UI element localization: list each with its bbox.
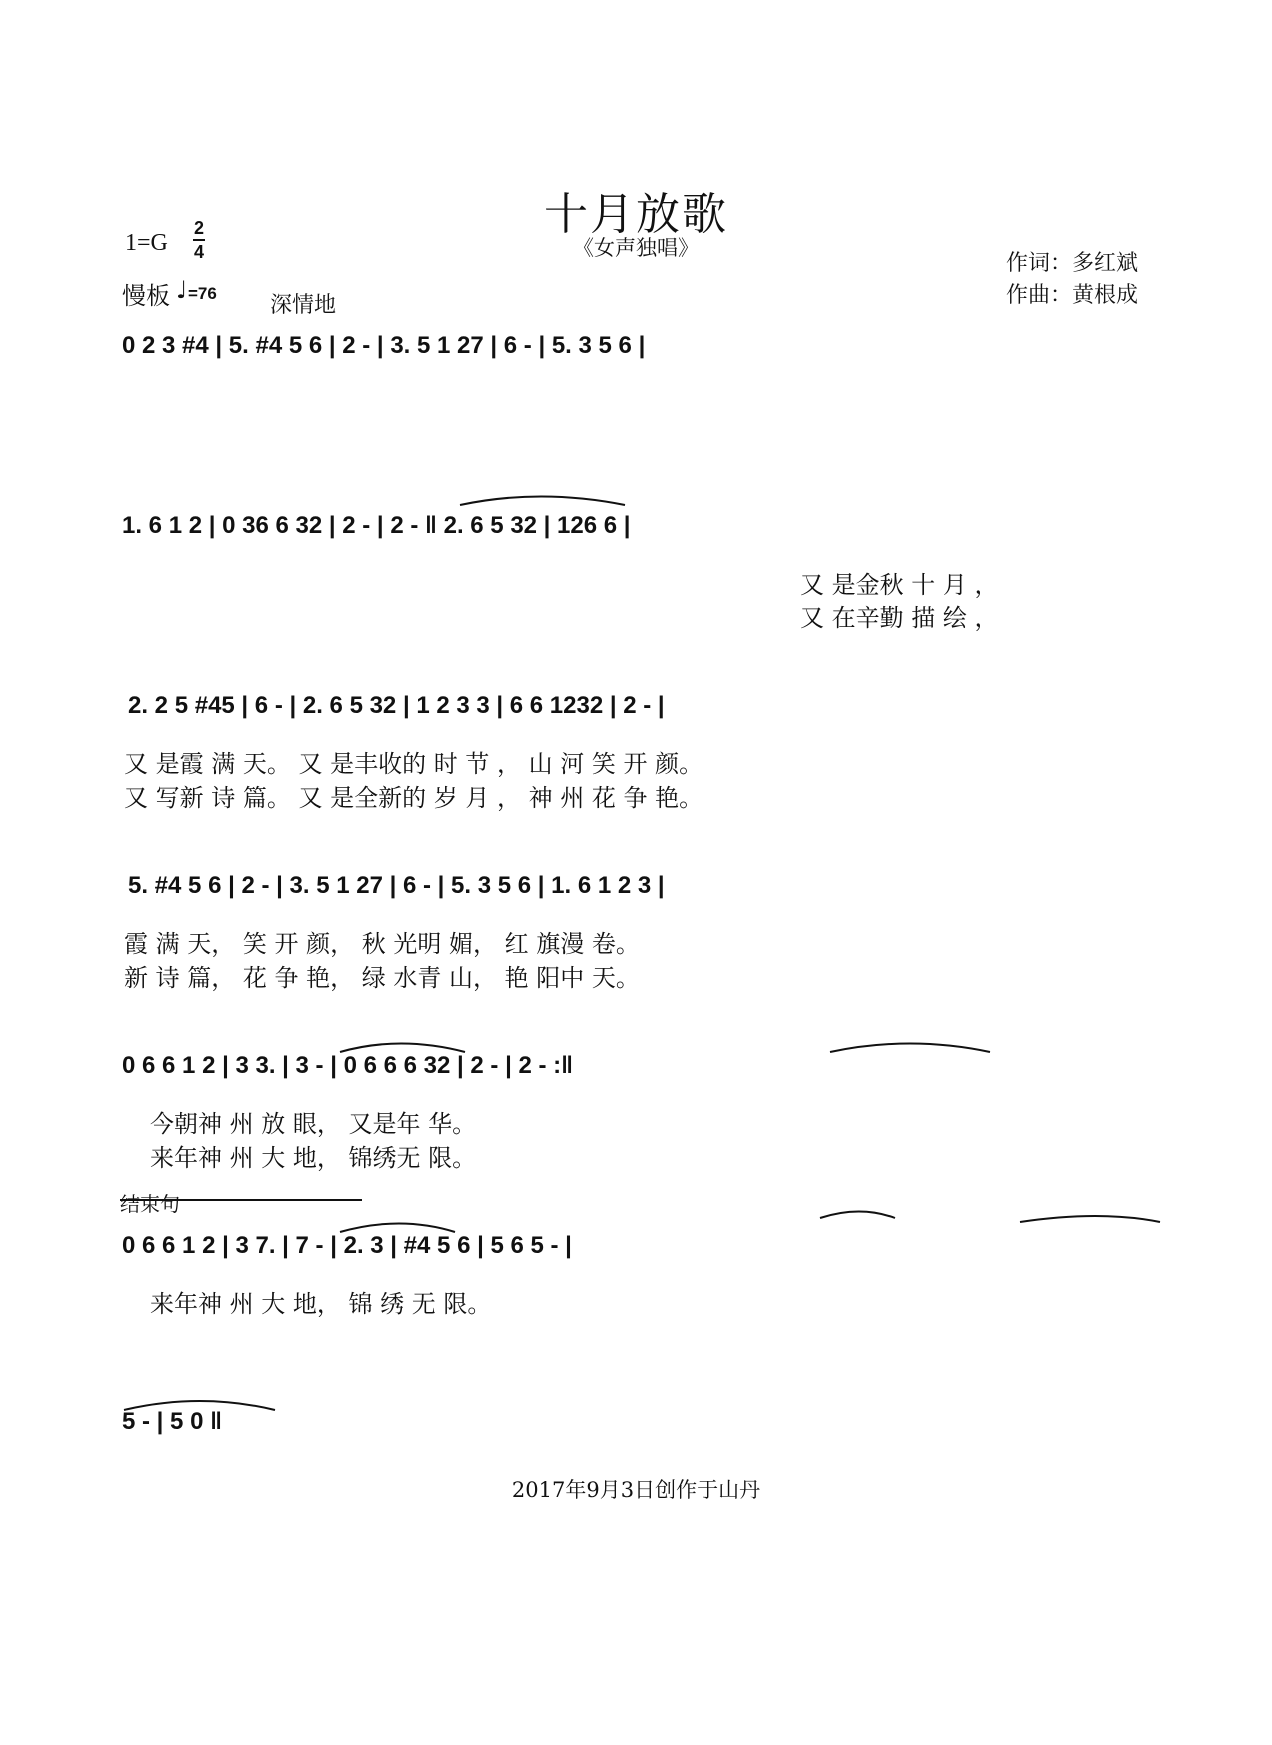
notation-row-4: 5. #4 5 6 | 2 - | 3. 5 1 27 | 6 - | 5. 3 5 6 | 1. 6 1 2 3 | [128,872,665,899]
lyric-row-5-verse-1: 今朝神 州 放 眼， 又是年 华。 [150,1110,477,1138]
lyric-row-6-verse-1: 来年神 州 大 地， 锦 绣 无 限。 [150,1290,492,1318]
slur-arc [340,1224,455,1233]
lyric-row-3-verse-1: 又 是霞 满 天。 又 是丰收的 时 节 ， 山 河 笑 开 颜。 [124,750,704,778]
notation-row-5: 0 6 6 1 2 | 3 3. | 3 - | 0 6 6 6 32 | 2 - | 2 - :‖ [122,1052,574,1079]
tempo-value: =76 [188,284,217,303]
tempo-label: 慢板 [122,282,170,310]
lyricist-credit: 作词：多红斌 [1006,251,1139,276]
slur-arc [1020,1216,1160,1222]
time-signature-bottom: 4 [193,242,204,262]
slur-arc [340,1044,465,1053]
lyric-row-2-verse-1: 又 是金秋 十 月 ， [800,571,999,599]
notation-row-6: 0 6 6 1 2 | 3 7. | 7 - | 2. 3 | #4 5 6 | 5 6 5 - | [122,1232,572,1259]
expression-mark: 深情地 [270,293,337,318]
slur-arc [124,1401,275,1410]
song-subtitle: 《女声独唱》 [573,236,699,260]
notation-row-2: 1. 6 1 2 | 0 36 6 32 | 2 - | 2 - ‖ 2. 6 5 32 | 126 6 | [122,512,631,539]
key-signature: 1=G [125,230,168,256]
lyric-row-4-verse-1: 霞 满 天， 笑 开 颜， 秋 光明 媚， 红 旗漫 卷。 [124,930,640,958]
slur-arc [460,497,625,506]
ending-label: 结束句 [120,1192,180,1216]
lyric-row-5-verse-2: 来年神 州 大 地， 锦绣无 限。 [150,1144,477,1172]
notation-row-3: 2. 2 5 #45 | 6 - | 2. 6 5 32 | 1 2 3 3 | 6 6 1232 | 2 - | [128,692,665,719]
slur-arc [830,1044,990,1053]
quarter-note-icon: ♩ [176,276,188,304]
lyric-row-4-verse-2: 新 诗 篇， 花 争 艳， 绿 水青 山， 艳 阳中 天。 [124,964,640,992]
composer-credit: 作曲：黄根成 [1006,283,1139,308]
song-title: 十月放歌 [544,189,728,240]
time-signature-top: 2 [193,218,204,238]
notation-row-1: 0 2 3 #4 | 5. #4 5 6 | 2 - | 3. 5 1 27 | 6 - | 5. 3 5 6 | [122,332,646,359]
notation-row-7: 5 - | 5 0 ‖ [122,1408,223,1435]
lyric-row-3-verse-2: 又 写新 诗 篇。 又 是全新的 岁 月 ， 神 州 花 争 艳。 [124,784,704,812]
footer-note: 2017年9月3日创作于山丹 [511,1478,761,1502]
slur-arc [820,1212,895,1219]
lyric-row-2-verse-2: 又 在辛勤 描 绘 ， [800,604,999,632]
